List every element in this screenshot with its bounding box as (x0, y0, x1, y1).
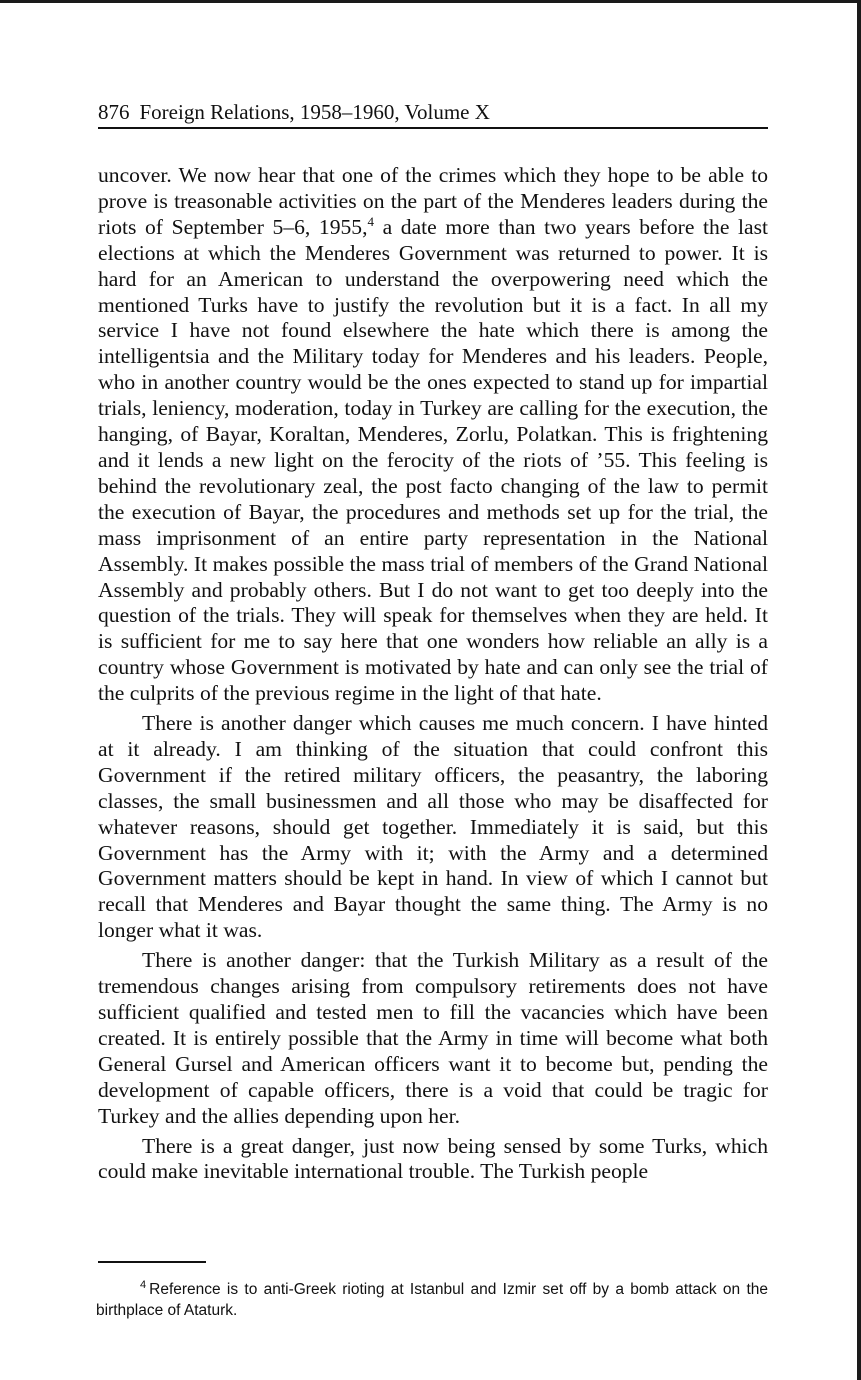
footnote-reference[interactable]: 4 (367, 213, 375, 229)
footnote-text: Reference is to anti-Greek rioting at Istanbul and Izmir set off by a bomb attack on the birthplace of Ataturk. (96, 1281, 768, 1319)
running-head (98, 98, 768, 126)
scan-edge-top (0, 0, 861, 3)
paragraph-1-text-b: a date more than two years before the last elections at which the Menderes Government was returned to power. It is hard for an American to understand the overpowering need which the mentioned Turks have to justify the revolution but it is a fact. In all my service I have not found elsewhere the hate which there is among the intelligentsia and the Military today for Menderes and his leaders. People, who in another country would be the ones expected to stand up for impartial trials, leniency, moderation, today in Turkey are calling for the execution, the hanging, of Bayar, Koraltan, Menderes, Zorlu, Polatkan. This is frightening and it lends a new light on the ferocity of the riots of ’55. This feeling is behind the revolutionary zeal, the post facto changing of the law to permit the execution of Bayar, the procedures and methods set up for the trial, the mass imprisonment of an entire party representation in the National Assembly. It makes possible the mass trial of members of the Grand National Assembly and probably others. But I do not want to get too deeply into the question of the trials. They will speak for themselves when they are held. It is sufficient for me to say here that one wonders how reliable an ally is a country whose Government is motivated by hate and can only see the trial of the culprits of the previous regime in the light of that hate. (98, 214, 768, 706)
page-number: 876 (98, 100, 130, 124)
volume-title: Foreign Relations, 1958–1960, Volume X (139, 100, 490, 124)
paragraph-3: There is another danger: that the Turkish Military as a result of the tremendous changes arising from compulsory retirements does not have sufficient qualified and tested men to fill the vacancies which have been created. It is entirely possible that the Army in time will become what both General Gursel and American officers want it to become but, pending the development of capable officers, there is a void that could be tragic for Turkey and the allies depending upon her. (98, 948, 768, 1128)
scan-edge-right (857, 0, 861, 1380)
footnote-number: 4 (140, 1278, 147, 1291)
body-text (98, 163, 768, 1189)
paragraph-4: There is a great danger, just now being sensed by some Turks, which could make inevitable international trouble. The Turkish people (98, 1133, 768, 1184)
header-rule (98, 127, 768, 129)
paragraph-1 (98, 163, 768, 707)
footnote (96, 1279, 768, 1321)
paragraph-2: There is another danger which causes me much concern. I have hinted at it already. I am thinking of the situation that could confront this Government if the retired military officers, the peasantry, the laboring classes, the small businessmen and all those who may be disaffected for whatever reasons, should get together. Immediately it is said, but this Government has the Army with it; with the Army and a determined Government matters should be kept in hand. In view of which I cannot but recall that Menderes and Bayar thought the same thing. The Army is no longer what it was. (98, 711, 768, 943)
footnote-rule (98, 1261, 206, 1263)
paragraph-1-text-a: uncover. We now hear that one of the crimes which they hope to be able to prove is treasonable activities on the part of the Menderes leaders during the riots of September 5–6, 1955, (98, 163, 768, 239)
